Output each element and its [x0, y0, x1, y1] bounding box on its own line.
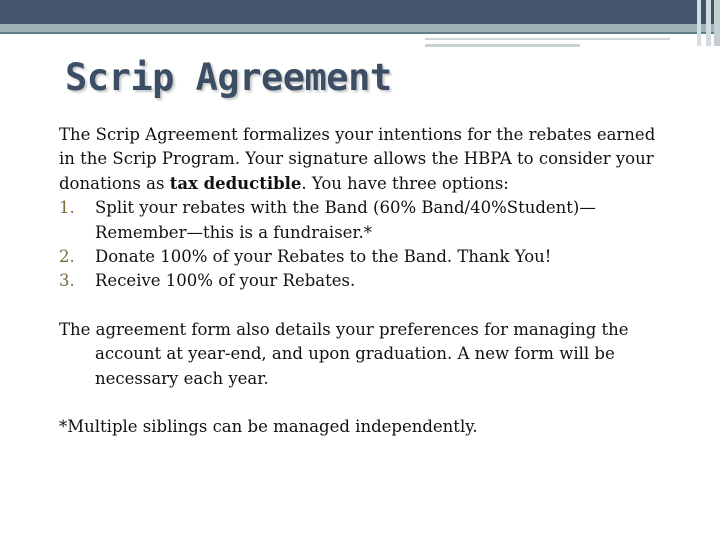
- intro-text-end: . You have three options:: [301, 173, 509, 193]
- agreement-paragraph: The agreement form also details your preferences for managing the account at year-end, and upon graduation. A new form will be necessary each year.: [59, 319, 629, 388]
- slide-body: [59, 123, 659, 439]
- list-item-text: Donate 100% of your Rebates to the Band. Thank You!: [95, 247, 552, 267]
- list-item: [59, 196, 659, 245]
- list-number: 3.: [59, 271, 75, 291]
- list-item: [59, 245, 659, 269]
- spacer: [59, 294, 659, 318]
- spacer: [59, 391, 659, 415]
- intro-bold-text: tax deductible: [169, 173, 302, 193]
- list-item-text: Split your rebates with the Band (60% Band/40%Student)—Remember—this is a fundraiser.*: [95, 198, 596, 242]
- intro-text: The Scrip Agreement formalizes your intentions for the rebates earned in the Scrip Program. Your signature allows the HBPA to consider your donations as: [59, 125, 656, 193]
- accent-rule-lower: [425, 44, 580, 47]
- list-number: 2.: [59, 247, 75, 267]
- header-rule-band: [0, 24, 720, 32]
- list-item: [59, 269, 659, 293]
- top-header-bar: [0, 0, 720, 24]
- list-number: 1.: [59, 198, 75, 218]
- accent-rule-upper: [425, 38, 670, 40]
- header-rule-line: [0, 32, 720, 34]
- slide-title: Scrip Agreement: [65, 56, 392, 99]
- footnote: *Multiple siblings can be managed independently.: [59, 417, 478, 437]
- intro-paragraph: [59, 123, 659, 196]
- list-item-text: Receive 100% of your Rebates.: [95, 271, 356, 291]
- options-list: [59, 196, 659, 294]
- corner-stripe: [706, 0, 711, 46]
- corner-stripe: [714, 0, 720, 46]
- corner-stripe: [697, 0, 701, 46]
